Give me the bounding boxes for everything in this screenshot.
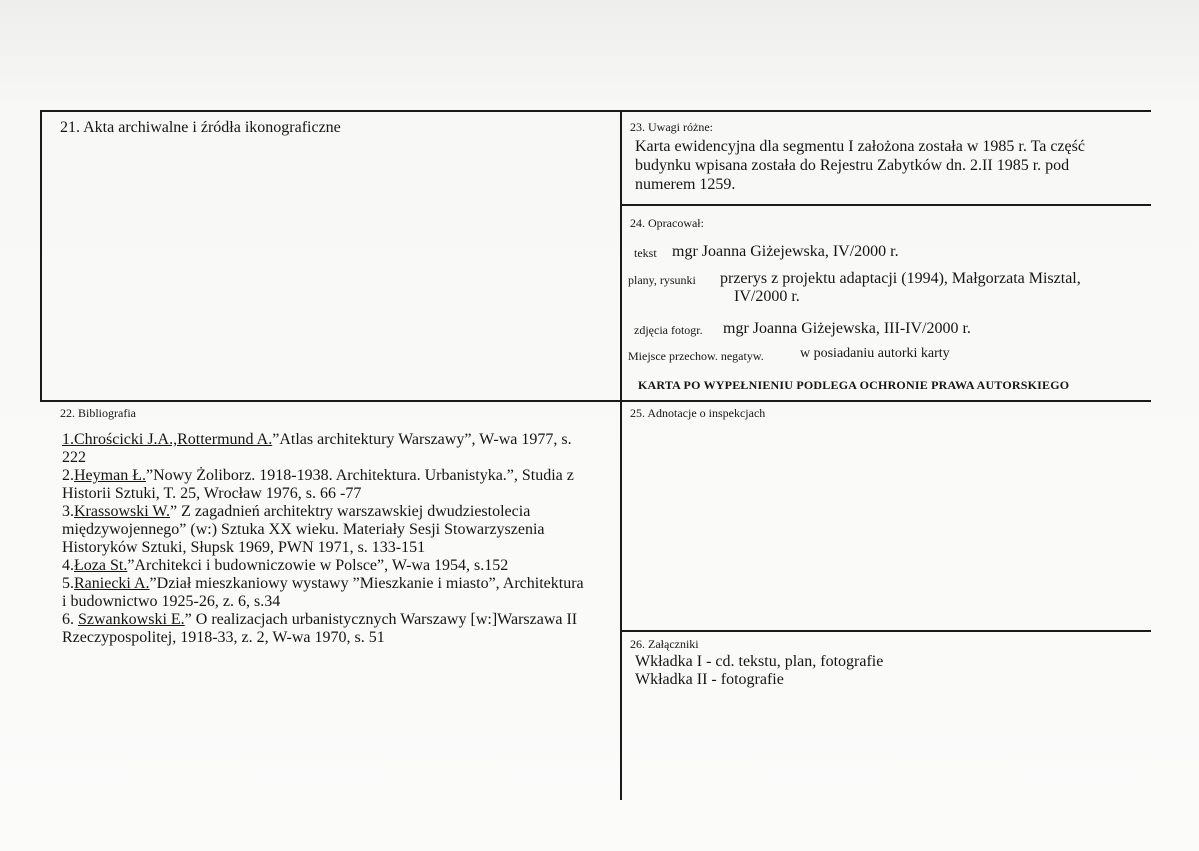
bib-entry-4-num: 4. [62, 557, 74, 574]
sec26-line-1: Wkładka I - cd. tekstu, plan, fotografie [635, 653, 884, 670]
bib-entry-6-author: Szwankowski E. [78, 611, 185, 628]
bib-entry-5-text-2: i budownictwo 1925-26, z. 6, s.34 [62, 593, 281, 610]
sec23-title: 23. Uwagi różne: [630, 120, 713, 134]
bib-entry-6-text-2: Rzeczypospolitej, 1918-33, z. 2, W-wa 1970, s. 51 [62, 629, 385, 646]
bib-entry-3-text-3: Historyków Sztuki, Słupsk 1969, PWN 1971, s. 133-151 [62, 539, 426, 556]
page-top-margin [0, 0, 1199, 100]
sec22-title: 22. Bibliografia [60, 406, 136, 420]
sec23-line-1: Karta ewidencyjna dla segmentu I założona została w 1985 r. Ta część [635, 138, 1085, 155]
tekst-value: mgr Joanna Giżejewska, IV/2000 r. [672, 243, 899, 260]
bibliography-list [62, 431, 622, 647]
bib-entry-3 [62, 503, 622, 557]
sec25-26-divider [621, 630, 1151, 632]
bib-entry-3-num: 3. [62, 503, 74, 520]
zdjecia-value: mgr Joanna Giżejewska, III-IV/2000 r. [723, 320, 971, 337]
bib-entry-1-text-2: 222 [62, 449, 86, 466]
bib-entry-1-num: 1. [62, 431, 74, 448]
copyright-notice: KARTA PO WYPEŁNIENIU PODLEGA OCHRONIE PRAWA AUTORSKIEGO [638, 378, 1070, 392]
bib-entry-2-text-2: Historii Sztuki, T. 25, Wrocław 1976, s. 66 -77 [62, 485, 362, 502]
bib-entry-5-text: ”Dział mieszkaniowy wystawy ”Mieszkanie i miasto”, Architektura [149, 575, 584, 592]
middle-border-line [40, 400, 1151, 402]
top-border-line [40, 110, 1151, 112]
sec23-24-divider [621, 204, 1151, 206]
sec21-title: 21. Akta archiwalne i źródła ikonograficzne [60, 119, 341, 136]
bib-entry-3-text: ” Z zagadnień architektry warszawskiej dwudziestolecia [170, 503, 531, 520]
bib-entry-5-num: 5. [62, 575, 74, 592]
sec24-title: 24. Opracował: [630, 216, 704, 230]
sec26-title: 26. Załączniki [630, 637, 699, 651]
bib-entry-2-text: ”Nowy Żoliborz. 1918-1938. Architektura. Urbanistyka.”, Studia z [145, 467, 574, 484]
plany-value-line-2: IV/2000 r. [734, 288, 800, 305]
tekst-label: tekst [634, 246, 657, 260]
bib-entry-6 [62, 611, 622, 647]
plany-label: plany, rysunki [628, 273, 696, 287]
sec26-line-2: Wkładka II - fotografie [635, 671, 784, 688]
bib-entry-2 [62, 467, 622, 503]
bib-entry-3-text-2: międzywojennego” (w:) Sztuka XX wieku. Materiały Sesji Stowarzyszenia [62, 521, 545, 538]
sec23-line-3: numerem 1259. [635, 176, 736, 193]
plany-value-line-1: przerys z projektu adaptacji (1994), Małgorzata Misztal, [720, 270, 1081, 287]
bib-entry-4-author: Łoza St. [74, 557, 128, 574]
bib-entry-5-author: Raniecki A. [74, 575, 150, 592]
bib-entry-2-num: 2. [62, 467, 74, 484]
bib-entry-1-author: Chrościcki J.A.,Rottermund A. [74, 431, 273, 448]
bib-entry-1-text: ”Atlas architektury Warszawy”, W-wa 1977, s. [272, 431, 572, 448]
bib-entry-3-author: Krassowski W. [74, 503, 171, 520]
sec25-title: 25. Adnotacje o inspekcjach [630, 406, 766, 420]
bib-entry-6-text: ” O realizacjach urbanistycznych Warszawy [w:]Warszawa II [184, 611, 578, 628]
zdjecia-label: zdjęcia fotogr. [634, 323, 703, 337]
bib-entry-1 [62, 431, 622, 467]
sec23-line-2: budynku wpisana została do Rejestru Zabytków dn. 2.II 1985 r. pod [635, 157, 1070, 174]
bib-entry-6-num: 6. [62, 611, 74, 628]
bib-entry-4 [62, 557, 622, 575]
miejsce-value: w posiadaniu autorki karty [800, 346, 950, 361]
bib-entry-5 [62, 575, 622, 611]
miejsce-label: Miejsce przechow. negatyw. [628, 349, 764, 363]
left-border-line [40, 110, 42, 402]
bib-entry-4-text: ”Architekci i budowniczowie w Polsce”, W-wa 1954, s.152 [127, 557, 509, 574]
bib-entry-2-author: Heyman Ł. [74, 467, 146, 484]
